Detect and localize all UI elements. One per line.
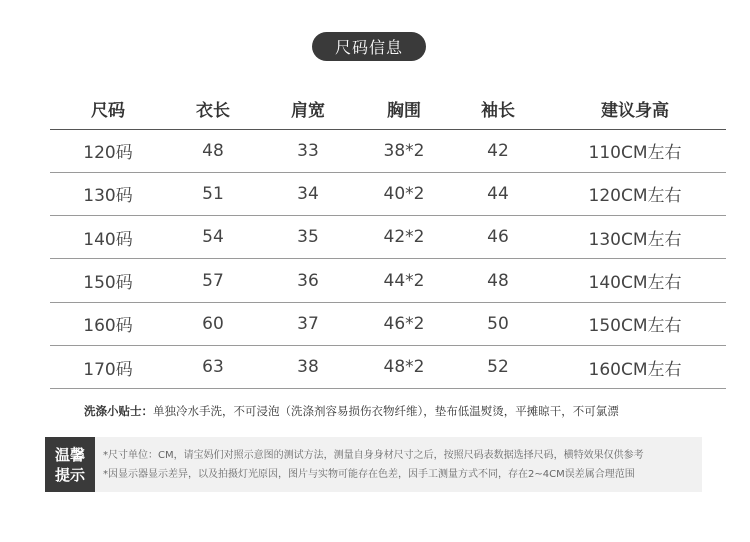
wash-tip <box>84 403 619 419</box>
note-line: *因显示器显示差异，以及拍摄灯光原因，图片与实物可能存在色差，因手工测量方式不同，存在2~4CM误差属合理范围 <box>103 469 635 480</box>
table-row <box>50 345 726 388</box>
table-cell: 140CM左右 <box>544 259 726 302</box>
table-row <box>50 259 726 302</box>
table-cell: 46*2 <box>356 302 452 345</box>
table-cell: 48 <box>452 259 544 302</box>
header-size: 尺码 <box>50 88 166 129</box>
table-cell: 60 <box>166 302 260 345</box>
table-cell: 51 <box>166 172 260 215</box>
note-line: *尺寸单位：CM，请宝妈们对照示意图的测试方法，测量自身身材尺寸之后，按照尺码表数据选择尺码，横特效果仅供参考 <box>103 450 644 461</box>
table-cell: 140码 <box>50 216 166 259</box>
header-sleeve: 袖长 <box>452 88 544 129</box>
table-cell: 110CM左右 <box>544 129 726 172</box>
size-table <box>50 88 726 389</box>
table-cell: 44 <box>452 172 544 215</box>
table-row <box>50 216 726 259</box>
table-cell: 57 <box>166 259 260 302</box>
table-cell: 160CM左右 <box>544 345 726 388</box>
table-cell: 170码 <box>50 345 166 388</box>
notes-badge <box>45 437 95 492</box>
table-cell: 120CM左右 <box>544 172 726 215</box>
notes-box <box>45 437 702 492</box>
wash-tip-text: 单独冷水手洗，不可浸泡（洗涤剂容易损伤衣物纤维），垫布低温熨烫，平摊晾干，不可氯漂 <box>153 404 619 418</box>
table-cell: 150CM左右 <box>544 302 726 345</box>
table-cell: 46 <box>452 216 544 259</box>
header-height: 建议身高 <box>544 88 726 129</box>
table-cell: 38*2 <box>356 129 452 172</box>
table-cell: 34 <box>260 172 356 215</box>
table-cell: 54 <box>166 216 260 259</box>
table-cell: 120码 <box>50 129 166 172</box>
table-cell: 50 <box>452 302 544 345</box>
table-cell: 37 <box>260 302 356 345</box>
table-row <box>50 129 726 172</box>
table-cell: 130CM左右 <box>544 216 726 259</box>
notes-badge-line1: 温馨 <box>54 445 85 464</box>
table-cell: 44*2 <box>356 259 452 302</box>
table-cell: 63 <box>166 345 260 388</box>
table-cell: 150码 <box>50 259 166 302</box>
table-row <box>50 172 726 215</box>
table-cell: 130码 <box>50 172 166 215</box>
table-cell: 33 <box>260 129 356 172</box>
notes-lines <box>103 446 644 484</box>
header-shoulder: 肩宽 <box>260 88 356 129</box>
table-cell: 40*2 <box>356 172 452 215</box>
table-header-row <box>50 88 726 129</box>
table-cell: 160码 <box>50 302 166 345</box>
page-title: 尺码信息 <box>312 32 426 61</box>
notes-badge-line2: 提示 <box>54 465 85 484</box>
table-cell: 42*2 <box>356 216 452 259</box>
wash-tip-label: 洗涤小贴士： <box>84 404 153 418</box>
header-chest: 胸围 <box>356 88 452 129</box>
header-length: 衣长 <box>166 88 260 129</box>
table-cell: 48 <box>166 129 260 172</box>
table-cell: 36 <box>260 259 356 302</box>
table-cell: 38 <box>260 345 356 388</box>
table-cell: 42 <box>452 129 544 172</box>
table-cell: 48*2 <box>356 345 452 388</box>
table-row <box>50 302 726 345</box>
table-cell: 52 <box>452 345 544 388</box>
table-cell: 35 <box>260 216 356 259</box>
